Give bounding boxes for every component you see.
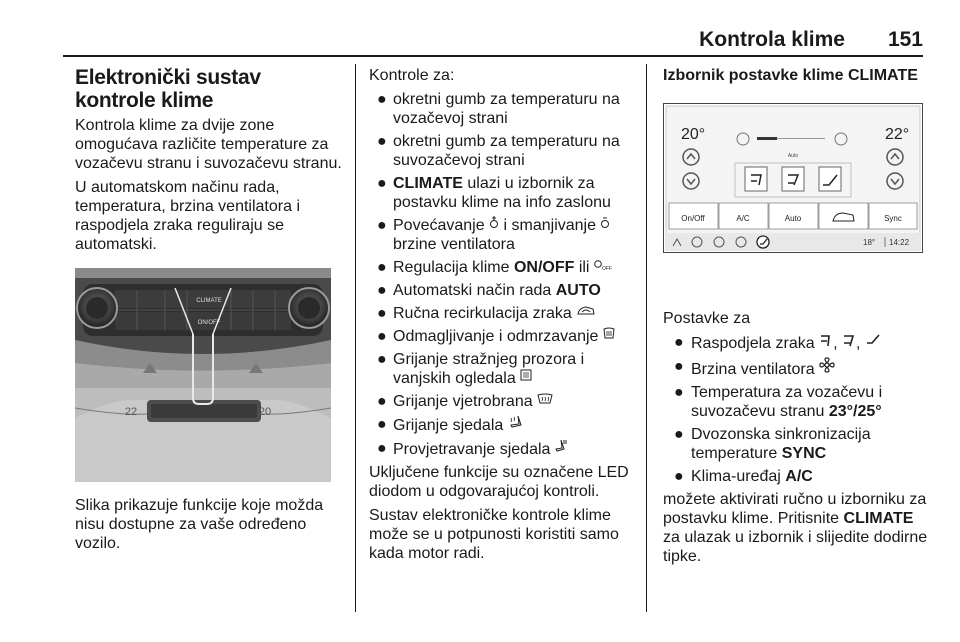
svg-text:OFF: OFF: [601, 266, 612, 272]
list-item: ● Klima-uređaj A/C: [674, 468, 813, 485]
screen-status-temp: 18°: [863, 238, 876, 247]
paragraph: Sustav elektroničke kontrole klime može se u potpunosti koristiti samo kada motor radi.: [369, 507, 619, 562]
photo-right-temp: 20: [258, 406, 272, 418]
paragraph: Uključene funkcije su označene LED diodom u odgovarajućoj kontroli.: [369, 464, 629, 500]
list-item: ● Grijanje stražnjeg prozora i vanjskih ogledala: [377, 351, 585, 387]
header-rule: [63, 55, 923, 57]
settings-intro: Postavke za: [663, 310, 751, 327]
list-item: ● Grijanje sjedala: [369, 415, 637, 435]
column-divider: [646, 64, 647, 612]
control-panel-photo: [75, 268, 331, 482]
screen-auto-button: Auto: [784, 214, 802, 223]
air-distribution-face-icon: [819, 333, 833, 349]
column-1: [75, 66, 345, 558]
screen-auto-small: Auto: [787, 153, 799, 159]
air-distribution-feet-icon: [865, 333, 881, 349]
image-caption: Slika prikazuje funkcije koje možda nisu dostupne za vaše određeno vozilo.: [75, 497, 324, 552]
rear-defrost-icon: [520, 369, 532, 384]
list-item: ● CLIMATE ulazi u izbornik za postavku klime na info zaslonu: [377, 175, 611, 211]
climate-screen-image: [663, 103, 923, 253]
list-item: ● Grijanje vjetrobrana: [369, 392, 637, 411]
page-header: [80, 28, 923, 58]
fan-off-icon: [594, 259, 610, 273]
list-item: ● Ručna recirkulacija zraka: [369, 304, 637, 323]
fan-speed-icon: [819, 357, 835, 375]
controls-intro: Kontrole za:: [369, 67, 455, 84]
settings-list: [663, 333, 931, 486]
list-item: ● Raspodjela zraka , ,: [663, 333, 931, 353]
list-item: ● Dvozonska sinkronizacija temperature SYNC: [674, 426, 871, 462]
defrost-icon: [603, 327, 615, 342]
chapter-title: Kontrola klime: [699, 28, 845, 51]
windshield-heat-icon: [537, 393, 553, 407]
screen-onoff-button: On/Off: [681, 214, 705, 223]
recirculation-icon: [576, 305, 596, 319]
paragraph: možete aktivirati ručno u izborniku za postavku klime. Pritisnite CLIMATE za ulazak u izbornik i slijedite dodirne tipke.: [663, 491, 928, 565]
screen-status-time: 14:22: [889, 238, 910, 247]
page-number: 151: [887, 28, 923, 51]
list-item: ● Odmagljivanje i odmrzavanje: [369, 327, 637, 346]
list-item: ● Brzina ventilatora: [663, 357, 931, 379]
seat-vent-icon: [555, 439, 569, 455]
column-divider: [355, 64, 356, 612]
paragraph: Kontrola klime za dvije zone omogućava različite temperature za vozačevu stranu i suvozačevu stranu.: [75, 117, 342, 172]
screen-sync-button: Sync: [884, 214, 902, 223]
seat-heat-icon: [508, 415, 524, 431]
section-heading: Elektronički sustav kontrole klime: [75, 66, 261, 112]
list-item: ● okretni gumb za temperaturu na vozačevoj strani: [377, 91, 620, 127]
list-item: ● Povećavanje i smanjivanje brzine ventilatora: [369, 216, 637, 254]
photo-left-temp: 22: [124, 406, 138, 418]
list-item: ● Regulacija klime ON/OFF ili OFF: [377, 259, 612, 276]
fan-plus-icon: [489, 216, 499, 231]
controls-list: [369, 90, 637, 459]
screen-ac-button: A/C: [736, 214, 750, 223]
paragraph: U automatskom načinu rada, temperatura, brzina ventilatora i raspodjela zraka reguliraju se automatski.: [75, 179, 300, 253]
screen-left-temp: 20°: [681, 126, 706, 143]
photo-onoff-label: ON/OFF: [197, 320, 221, 326]
photo-climate-label: CLIMATE: [196, 298, 222, 304]
air-distribution-face-feet-icon: [842, 333, 856, 349]
screen-right-temp: 22°: [885, 126, 910, 143]
section-heading: Izbornik postavke klime CLIMATE: [663, 67, 918, 84]
list-item: ● Automatski način rada AUTO: [377, 282, 601, 299]
list-item: ● okretni gumb za temperaturu na suvozačevoj strani: [377, 133, 620, 169]
fan-minus-icon: [600, 216, 610, 231]
column-3: [663, 66, 931, 571]
column-2: [369, 66, 637, 568]
list-item: ● Provjetravanje sjedala: [369, 439, 637, 459]
list-item: ● Temperatura za vozačevu i suvozačevu stranu 23°/25°: [674, 384, 883, 420]
